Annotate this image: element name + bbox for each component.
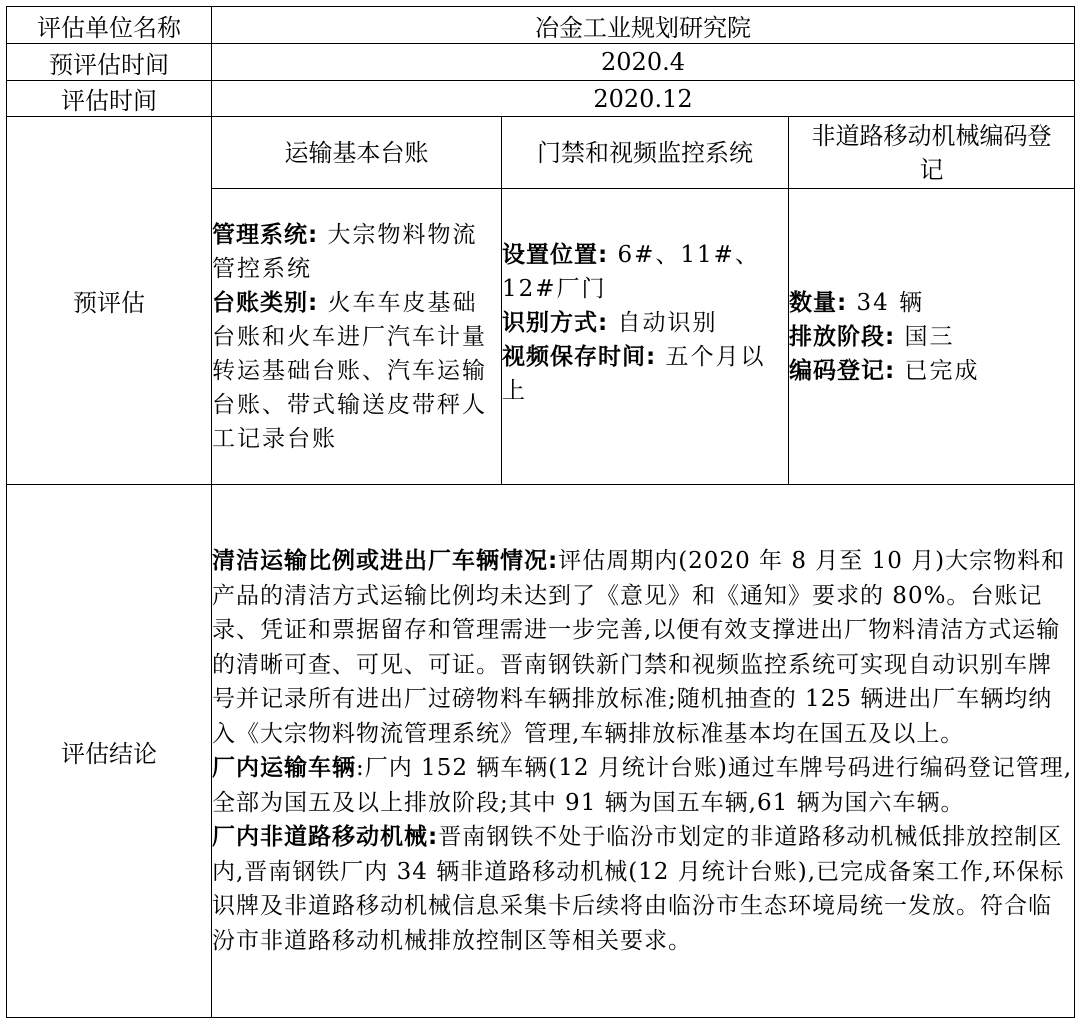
conclusion-cell <box>212 485 1075 1018</box>
transport-category-line <box>212 286 501 456</box>
transport-cell <box>212 189 502 485</box>
machinery-cell <box>789 189 1075 485</box>
conclusion-p3-key: 厂内非道路移动机械: <box>212 824 439 850</box>
machinery-reg-value: 已完成 <box>904 357 980 384</box>
row-unit <box>7 7 1075 44</box>
machinery-count-line <box>789 286 1074 320</box>
conclusion-p2-text: :厂内 152 辆车辆(12 月统计台账)通过车牌号码进行编码登记管理,全部为国五及以上排放阶段;其中 91 辆为国五车辆,61 辆为国六车辆。 <box>212 755 1073 816</box>
conclusion-label: 评估结论 <box>7 485 212 1018</box>
transport-system-line <box>212 218 501 286</box>
transport-system-key: 管理系统: <box>212 221 319 248</box>
gate-retention-line <box>502 340 788 408</box>
transport-system-value: 大宗物料物流管控系统 <box>212 221 478 282</box>
machinery-stage-value: 国三 <box>904 323 955 350</box>
conclusion-paragraph-3 <box>212 820 1074 958</box>
gate-retention-value: 五个月以上 <box>502 343 766 404</box>
machinery-count-value: 34 辆 <box>856 289 925 316</box>
gate-location-line <box>502 238 788 306</box>
conclusion-p1-text: 评估周期内(2020 年 8 月至 10 月)大宗物料和产品的清洁方式运输比例均未达到了《意见》和《通知》要求的 80%。台账记录、凭证和票据留存和管理需进一步完善,以便有效支撑进出厂物料清洁方式运输的清晰可查、可见、可证。晋南钢铁新门禁和视频监控系统可实现自动识别车牌号并记录所有进出厂过磅物料车辆排放标准;随机抽查的 125 辆进出厂车辆均纳入《大宗物料物流管理系统》管理,车辆排放标准基本均在国五及以上。 <box>212 548 1066 747</box>
evaluation-table <box>6 6 1075 1018</box>
gate-method-key: 识别方式: <box>502 309 609 336</box>
machinery-stage-line <box>789 320 1074 354</box>
gate-retention-key: 视频保存时间: <box>502 343 657 370</box>
gate-location-key: 设置位置: <box>502 241 609 268</box>
conclusion-p2-key: 厂内运输车辆 <box>212 755 356 781</box>
unit-label: 评估单位名称 <box>7 7 212 44</box>
eval-time-value: 2020.12 <box>212 81 1075 117</box>
row-conclusion <box>7 485 1075 1018</box>
row-column-headers <box>7 117 1075 189</box>
pre-time-label: 预评估时间 <box>7 44 212 81</box>
conclusion-paragraph-1 <box>212 544 1074 751</box>
transport-category-value: 火车车皮基础台账和火车进厂汽车计量转运基础台账、汽车运输台账、带式输送皮带秤人工记录台账 <box>212 289 487 452</box>
machinery-stage-key: 排放阶段: <box>789 323 896 350</box>
gate-method-value: 自动识别 <box>617 309 718 336</box>
conclusion-paragraph-2 <box>212 751 1074 820</box>
gate-location-value: 6#、11#、12#厂门 <box>502 241 760 302</box>
col-header-transport: 运输基本台账 <box>212 117 502 189</box>
gate-cell <box>502 189 789 485</box>
eval-time-label: 评估时间 <box>7 81 212 117</box>
conclusion-p1-key: 清洁运输比例或进出厂车辆情况: <box>212 548 559 574</box>
machinery-reg-line <box>789 354 1074 388</box>
col-header-machinery: 非道路移动机械编码登记 <box>789 117 1075 189</box>
machinery-reg-key: 编码登记: <box>789 357 896 384</box>
conclusion-p3-text: 晋南钢铁不处于临汾市划定的非道路移动机械低排放控制区内,晋南钢铁厂内 34 辆非道路移动机械(12 月统计台账),已完成备案工作,环保标识牌及非道路移动机械信息采集卡后续将由临汾市生态环境局统一发放。符合临汾市非道路移动机械排放控制区等相关要求。 <box>212 824 1065 954</box>
pre-eval-label: 预评估 <box>7 117 212 485</box>
gate-method-line <box>502 306 788 340</box>
pre-time-value: 2020.4 <box>212 44 1075 81</box>
row-pre-time <box>7 44 1075 81</box>
machinery-count-key: 数量: <box>789 289 848 316</box>
row-eval-time <box>7 81 1075 117</box>
col-header-gate: 门禁和视频监控系统 <box>502 117 789 189</box>
unit-value: 冶金工业规划研究院 <box>212 7 1075 44</box>
transport-category-key: 台账类别: <box>212 289 319 316</box>
